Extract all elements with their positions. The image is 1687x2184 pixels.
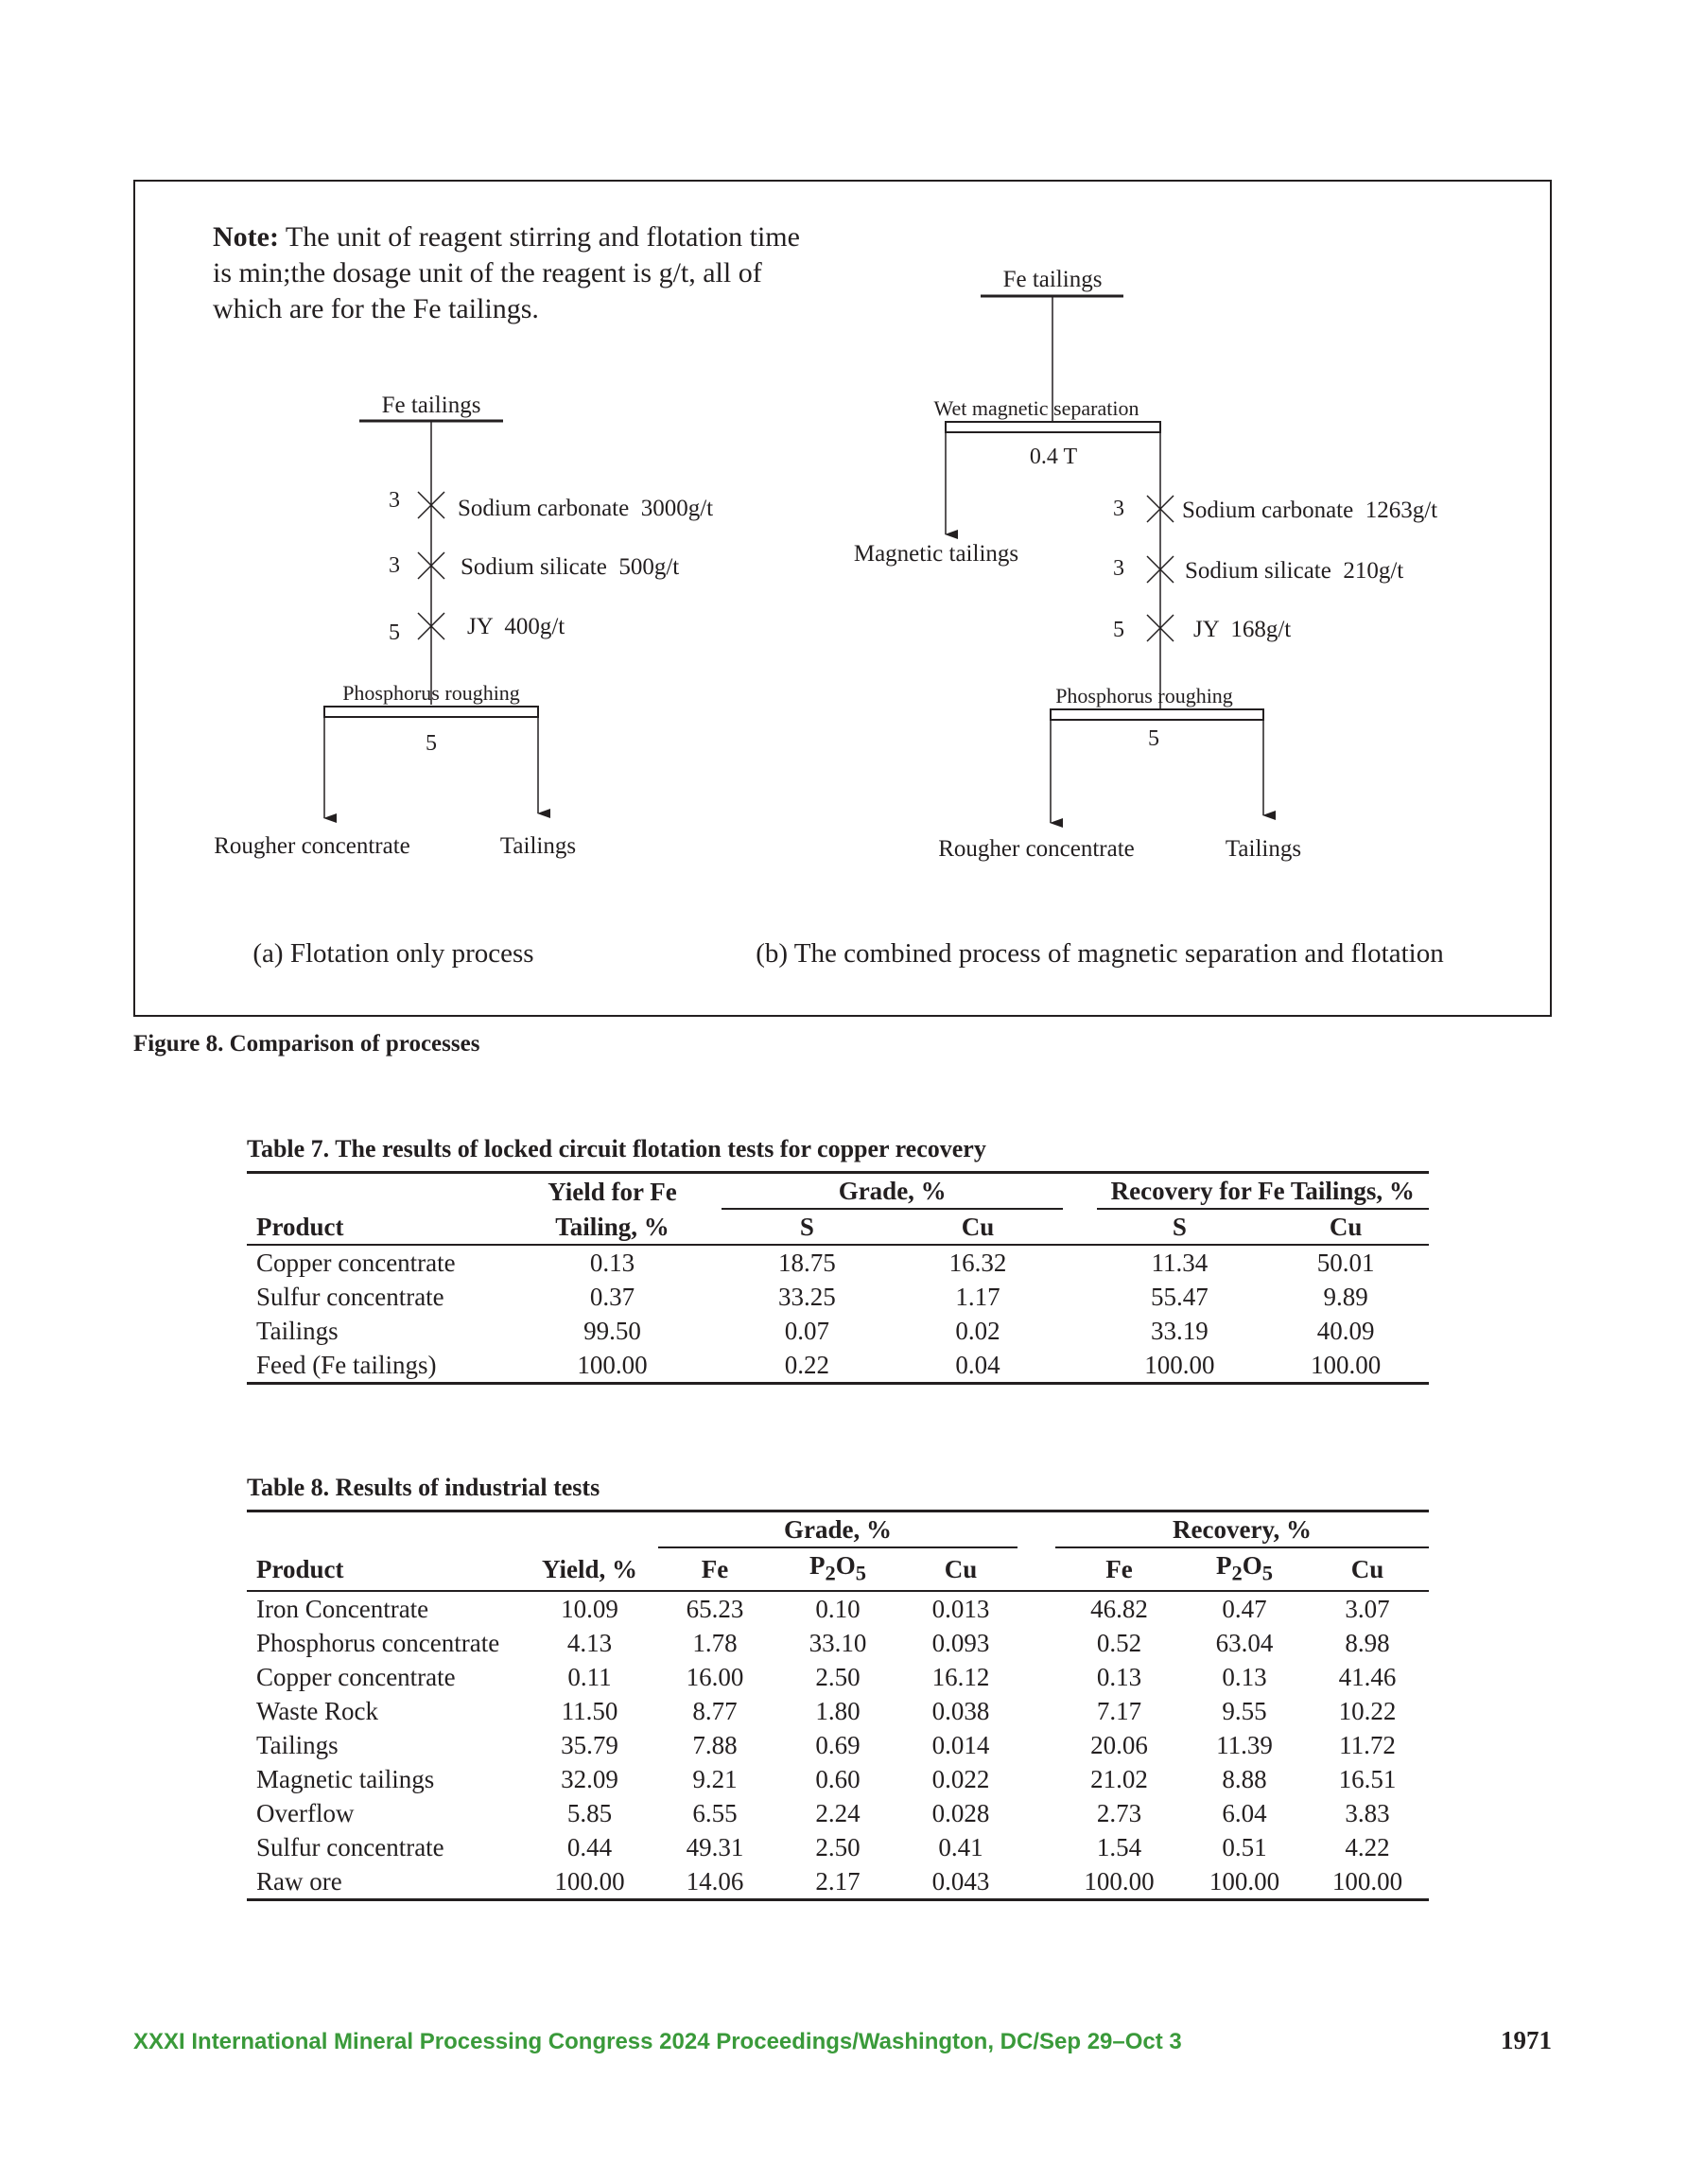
cell-yield: 5.85 xyxy=(566,1799,613,1828)
cell-recovery-p2o5: 100.00 xyxy=(1209,1867,1280,1896)
cell-grade-s: 0.22 xyxy=(784,1351,829,1379)
table7-title: Table 7. The results of locked circuit flotation tests for copper recovery xyxy=(247,1135,986,1162)
row-product: Magnetic tailings xyxy=(256,1765,435,1794)
table-row xyxy=(247,1348,1429,1384)
table8 xyxy=(247,1510,1429,1901)
cell-yield: 10.09 xyxy=(561,1595,618,1624)
grade-p2o5-header: $P_2O_5$ xyxy=(809,1551,866,1585)
flowsheet-a xyxy=(214,393,713,969)
cell-grade-p2o5: 2.17 xyxy=(815,1867,861,1896)
reagent-a2: Sodium silicate 500g/t xyxy=(461,554,680,580)
recovery-cu-header: Cu xyxy=(1329,1213,1363,1241)
stir-time-a2: 3 xyxy=(389,553,400,578)
note-text: The unit of reagent stirring and flotation time is min;the dosage unit of the reagent is g/t, all of which are for the Fe tailings. xyxy=(213,221,800,324)
recovery-group-header: Recovery, % xyxy=(1055,1511,1429,1548)
cell-grade-p2o5: 33.10 xyxy=(809,1629,867,1658)
page-number: 1971 xyxy=(1501,2026,1552,2054)
yield-header-line1: Yield for Fe xyxy=(548,1177,677,1206)
product-header: Product xyxy=(256,1212,344,1241)
cell-grade-p2o5: 2.24 xyxy=(815,1799,861,1828)
cell-grade-p2o5: 2.50 xyxy=(815,1663,861,1692)
reagent-a3: JY 400g/t xyxy=(467,614,565,639)
caption-a: (a) Flotation only process xyxy=(252,938,534,969)
stage-time-b: 5 xyxy=(1148,726,1159,751)
yield-header-line2: Tailing, % xyxy=(555,1212,670,1241)
cell-recovery-fe: 46.82 xyxy=(1090,1595,1148,1624)
cell-recovery-cu: 50.01 xyxy=(1316,1249,1375,1277)
cell-recovery-fe: 2.73 xyxy=(1096,1799,1142,1828)
cell-yield: 0.37 xyxy=(589,1283,635,1311)
feed-label-b: Fe tailings xyxy=(1002,267,1103,292)
table-row xyxy=(247,1830,1429,1864)
reagent-b1: Sodium carbonate 1263g/t xyxy=(1182,498,1438,523)
cell-recovery-p2o5: 9.55 xyxy=(1222,1697,1267,1726)
cell-recovery-p2o5: 63.04 xyxy=(1215,1629,1274,1658)
grade-cu-header: Cu xyxy=(961,1213,995,1241)
cell-recovery-cu: 16.51 xyxy=(1338,1765,1397,1794)
cell-yield: 0.13 xyxy=(589,1249,635,1277)
cell-grade-cu: 0.022 xyxy=(931,1765,990,1794)
cell-grade-cu: 0.02 xyxy=(955,1317,1000,1345)
table-row xyxy=(247,1280,1429,1314)
cell-grade-fe: 8.77 xyxy=(692,1697,738,1726)
cell-grade-cu: 0.014 xyxy=(931,1731,990,1760)
cell-grade-p2o5: 0.60 xyxy=(815,1765,861,1794)
recovery-s-header: S xyxy=(1172,1213,1187,1241)
cell-yield: 100.00 xyxy=(554,1867,625,1896)
row-product: Copper concentrate xyxy=(256,1663,456,1692)
cell-grade-s: 33.25 xyxy=(777,1283,836,1311)
cell-recovery-fe: 0.13 xyxy=(1096,1663,1142,1692)
cell-grade-p2o5: 0.69 xyxy=(815,1731,861,1760)
cell-grade-p2o5: 1.80 xyxy=(815,1697,861,1726)
process-flowsheets xyxy=(0,0,1687,1040)
cell-grade-cu: 0.028 xyxy=(931,1799,990,1828)
row-product: Iron Concentrate xyxy=(256,1595,429,1624)
cell-recovery-fe: 0.52 xyxy=(1096,1629,1142,1658)
cell-recovery-fe: 20.06 xyxy=(1090,1731,1148,1760)
stir-time-a1: 3 xyxy=(389,488,400,513)
out-concentrate-b: Rougher concentrate xyxy=(938,836,1135,862)
cell-recovery-p2o5: 0.51 xyxy=(1222,1833,1267,1862)
cell-grade-cu: 0.41 xyxy=(938,1833,983,1862)
cell-yield: 99.50 xyxy=(583,1317,641,1345)
cell-recovery-s: 100.00 xyxy=(1144,1351,1215,1379)
out-concentrate-a: Rougher concentrate xyxy=(214,833,410,859)
cell-recovery-cu: 10.22 xyxy=(1338,1697,1397,1726)
recovery-cu-header: Cu xyxy=(1350,1555,1384,1584)
cell-grade-s: 18.75 xyxy=(777,1249,836,1277)
table-row xyxy=(247,1762,1429,1796)
cell-grade-cu: 0.013 xyxy=(931,1595,990,1624)
stir-time-b3: 5 xyxy=(1113,618,1124,642)
cell-grade-s: 0.07 xyxy=(784,1317,829,1345)
stir-time-a3: 5 xyxy=(389,620,400,645)
cell-grade-fe: 14.06 xyxy=(686,1867,744,1896)
cell-grade-cu: 0.038 xyxy=(931,1697,990,1726)
cell-recovery-p2o5: 0.47 xyxy=(1222,1595,1267,1624)
table-row xyxy=(247,1660,1429,1694)
cell-grade-fe: 16.00 xyxy=(686,1663,744,1692)
mag-stage-box xyxy=(946,422,1160,432)
stage-box-b xyxy=(1051,709,1263,720)
grade-s-header: S xyxy=(799,1213,814,1241)
cell-grade-p2o5: 2.50 xyxy=(815,1833,861,1862)
mag-stage-label: Wet magnetic separation xyxy=(933,396,1139,420)
cell-grade-cu: 0.04 xyxy=(955,1351,1000,1379)
caption-b: (b) The combined process of magnetic separation and flotation xyxy=(756,938,1444,969)
cell-yield: 35.79 xyxy=(561,1731,618,1760)
cell-grade-cu: 16.12 xyxy=(931,1663,990,1692)
cell-grade-fe: 65.23 xyxy=(686,1595,744,1624)
out-tailings-b: Tailings xyxy=(1225,836,1302,862)
cell-grade-fe: 49.31 xyxy=(686,1833,744,1862)
table-row xyxy=(247,1728,1429,1762)
recovery-p2o5-header: $P_2O_5$ xyxy=(1215,1551,1273,1585)
grade-group-header: Grade, % xyxy=(658,1511,1017,1548)
feed-label-a: Fe tailings xyxy=(381,393,481,418)
note-label: Note: xyxy=(213,221,279,253)
cell-grade-p2o5: 0.10 xyxy=(815,1595,861,1624)
grade-cu-header: Cu xyxy=(944,1555,978,1584)
cell-recovery-fe: 7.17 xyxy=(1096,1697,1142,1726)
product-header: Product xyxy=(256,1554,344,1583)
cell-grade-cu: 16.32 xyxy=(948,1249,1007,1277)
table-row xyxy=(247,1694,1429,1728)
cell-grade-cu: 0.093 xyxy=(931,1629,990,1658)
cell-grade-cu: 1.17 xyxy=(955,1283,1000,1311)
stage-time-a: 5 xyxy=(426,731,437,756)
cell-yield: 11.50 xyxy=(561,1697,618,1726)
figure-caption: Figure 8. Comparison of processes xyxy=(133,1031,480,1057)
cell-grade-fe: 6.55 xyxy=(692,1799,738,1828)
row-product: Tailings xyxy=(256,1317,339,1345)
cell-yield: 0.44 xyxy=(566,1833,613,1862)
stir-time-b2: 3 xyxy=(1113,556,1124,581)
cell-recovery-cu: 11.72 xyxy=(1339,1731,1396,1760)
out-tailings-a: Tailings xyxy=(499,833,577,859)
row-product: Sulfur concentrate xyxy=(256,1833,444,1862)
stage-box-a xyxy=(324,707,538,717)
cell-recovery-cu: 100.00 xyxy=(1310,1351,1382,1379)
table-row xyxy=(247,1626,1429,1660)
grade-fe-header: Fe xyxy=(701,1555,729,1584)
table8-title: Table 8. Results of industrial tests xyxy=(247,1474,600,1501)
running-footer: XXXI International Mineral Processing Congress 2024 Proceedings/Washington, DC/Sep 29–Oct 3 xyxy=(133,2029,1182,2054)
cell-yield: 32.09 xyxy=(561,1765,618,1794)
mag-field: 0.4 T xyxy=(1029,445,1078,469)
recovery-group-header: Recovery for Fe Tailings, % xyxy=(1097,1173,1429,1210)
mag-tailings-label: Magnetic tailings xyxy=(853,541,1019,567)
cell-recovery-s: 33.19 xyxy=(1151,1317,1209,1345)
cell-recovery-cu: 100.00 xyxy=(1331,1867,1403,1896)
cell-recovery-p2o5: 0.13 xyxy=(1222,1663,1267,1692)
cell-recovery-cu: 9.89 xyxy=(1323,1283,1368,1311)
cell-recovery-p2o5: 6.04 xyxy=(1222,1799,1267,1828)
cell-grade-fe: 9.21 xyxy=(692,1765,738,1794)
reagent-a1: Sodium carbonate 3000g/t xyxy=(458,496,714,521)
row-product: Copper concentrate xyxy=(256,1249,456,1277)
row-product: Overflow xyxy=(256,1799,355,1828)
cell-recovery-cu: 41.46 xyxy=(1338,1663,1397,1692)
yield-header: Yield, % xyxy=(542,1554,637,1583)
cell-grade-fe: 1.78 xyxy=(692,1629,738,1658)
table-row xyxy=(247,1864,1429,1900)
recovery-fe-header: Fe xyxy=(1105,1555,1133,1584)
cell-recovery-cu: 3.83 xyxy=(1345,1799,1390,1828)
flowsheet-b xyxy=(756,267,1444,969)
table-row xyxy=(247,1591,1429,1626)
cell-recovery-fe: 21.02 xyxy=(1090,1765,1148,1794)
cell-grade-cu: 0.043 xyxy=(931,1867,990,1896)
row-product: Feed (Fe tailings) xyxy=(256,1351,437,1379)
cell-recovery-p2o5: 8.88 xyxy=(1222,1765,1267,1794)
reagent-b2: Sodium silicate 210g/t xyxy=(1185,558,1404,584)
grade-group-header: Grade, % xyxy=(722,1173,1063,1210)
row-product: Waste Rock xyxy=(256,1697,379,1726)
reagent-b3: JY 168g/t xyxy=(1193,617,1292,642)
stage-label-b: Phosphorus roughing xyxy=(1055,684,1233,708)
cell-recovery-s: 11.34 xyxy=(1151,1249,1209,1277)
cell-yield: 0.11 xyxy=(567,1663,612,1692)
cell-recovery-p2o5: 11.39 xyxy=(1216,1731,1273,1760)
cell-yield: 4.13 xyxy=(566,1629,613,1658)
cell-recovery-fe: 1.54 xyxy=(1096,1833,1142,1862)
table-row xyxy=(247,1314,1429,1348)
row-product: Raw ore xyxy=(256,1867,342,1896)
cell-grade-fe: 7.88 xyxy=(692,1731,738,1760)
cell-recovery-cu: 8.98 xyxy=(1345,1629,1390,1658)
cell-recovery-cu: 4.22 xyxy=(1345,1833,1390,1862)
cell-recovery-fe: 100.00 xyxy=(1084,1867,1155,1896)
row-product: Phosphorus concentrate xyxy=(256,1629,500,1658)
cell-recovery-s: 55.47 xyxy=(1151,1283,1209,1311)
cell-yield: 100.00 xyxy=(577,1351,648,1379)
row-product: Sulfur concentrate xyxy=(256,1283,444,1311)
stage-label-a: Phosphorus roughing xyxy=(342,681,520,705)
cell-recovery-cu: 40.09 xyxy=(1316,1317,1375,1345)
stir-time-b1: 3 xyxy=(1113,497,1124,521)
cell-recovery-cu: 3.07 xyxy=(1345,1595,1390,1624)
row-product: Tailings xyxy=(256,1731,339,1760)
table-row xyxy=(247,1796,1429,1830)
table7 xyxy=(247,1171,1429,1385)
table-row xyxy=(247,1245,1429,1280)
